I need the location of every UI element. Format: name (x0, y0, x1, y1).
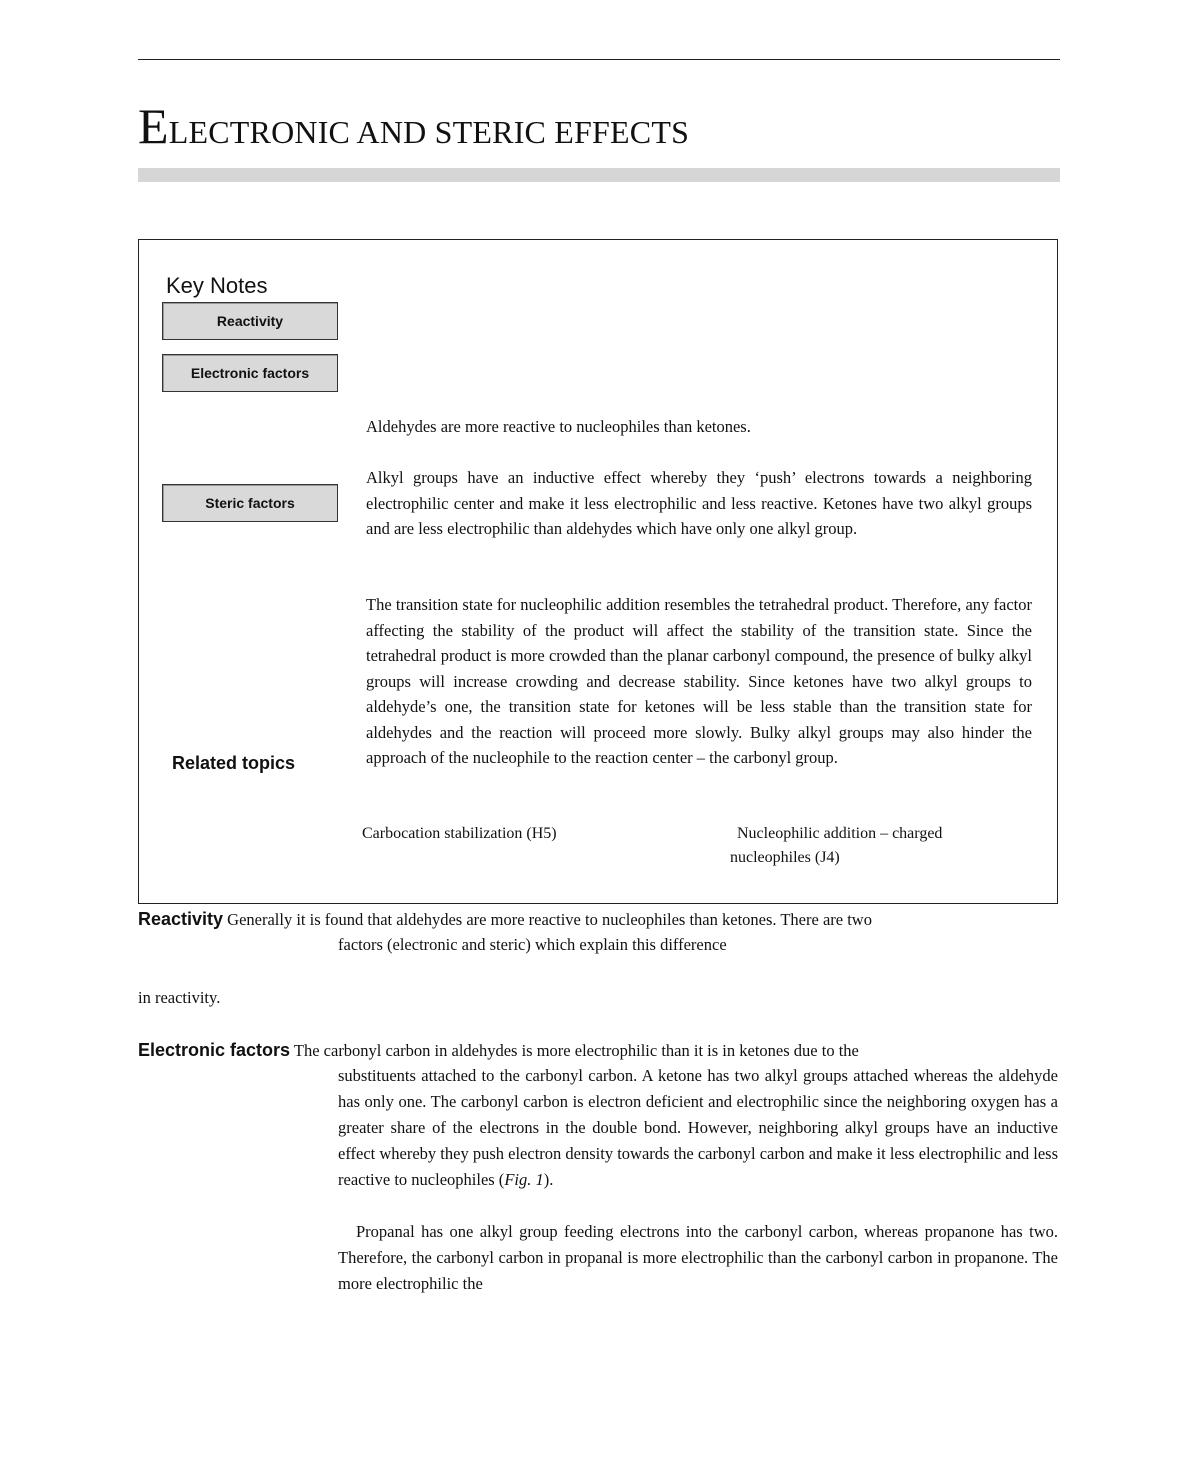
page-title (138, 98, 689, 160)
reactivity-text-line1: Generally it is found that aldehydes are more reactive to nucleophiles than ketones. There are two (227, 910, 872, 929)
electronic-paragraph-2: Propanal has one alkyl group feeding electrons into the carbonyl carbon, whereas propanone has two. Therefore, the carbonyl carbon in propanal is more electrophilic than the carbonyl carbon in propanone. The more electrophilic the (338, 1222, 1058, 1293)
related-topic-j4-line2[interactable]: nucleophiles (J4) (730, 849, 840, 866)
steric-factors-button[interactable]: Steric factors (162, 484, 338, 522)
electronic-para1-end: ). (543, 1170, 554, 1189)
related-topic-j4-line1[interactable]: Nucleophilic addition – charged (737, 825, 943, 842)
reactivity-heading: Reactivity (138, 909, 224, 929)
header-rule (138, 59, 1060, 60)
reactivity-continuation: in reactivity. (138, 988, 221, 1007)
electronic-first-line (138, 1037, 1060, 1064)
electronic-para1-text: substituents attached to the carbonyl carbon. A ketone has two alkyl groups attached whereas the aldehyde has only one. The carbonyl carbon is electron deficient and electrophilic since the neighboring oxygen has a greater share of the electrons in the double bond. However, neighboring alkyl groups have an inductive effect whereby they push electron density towards the carbonyl carbon and make it less electrophilic and less reactive to nucleophiles ( (338, 1066, 1058, 1189)
electronic-text-line1: The carbonyl carbon in aldehydes is more electrophilic than it is in ketones due to the (293, 1041, 859, 1060)
reactivity-button[interactable]: Reactivity (162, 302, 338, 340)
related-topic-h5[interactable]: Carbocation stabilization (H5) (362, 825, 557, 842)
reactivity-text-line2: factors (electronic and steric) which explain this difference (338, 935, 727, 954)
related-topics-heading: Related topics (172, 753, 296, 773)
reactivity-first-line (138, 906, 1060, 933)
key-note-steric: The transition state for nucleophilic addition resembles the tetrahedral product. Therefore, any factor affecting the stability of the product will affect the stability of the transition state. Since the tetrahedral product is more crowded than the planar carbonyl compound, the presence of bulky alkyl groups will increase crowding and decrease stability. Since ketones have two alkyl groups to aldehyde’s one, the transition state for ketones will be less stable than the transition state for aldehydes and the reaction will proceed more slowly. Bulky alkyl groups may also hinder the approach of the nucleophile to the reaction center – the carbonyl group. (366, 595, 1032, 767)
key-note-electronic: Alkyl groups have an inductive effect whereby they ‘push’ electrons towards a neighboring electrophilic center and make it less electrophilic and less reactive. Ketones have two alkyl groups and are less electrophilic than aldehydes which have only one alkyl group. (366, 468, 1032, 538)
electronic-factors-heading: Electronic factors (138, 1040, 291, 1060)
electronic-paragraph-1 (338, 1063, 1058, 1193)
fig-1-reference[interactable]: Fig. 1 (504, 1170, 544, 1189)
key-notes-heading: Key Notes (166, 273, 268, 298)
title-initial: E (138, 98, 169, 154)
title-rest: LECTRONIC AND STERIC EFFECTS (168, 114, 690, 150)
key-note-reactivity: Aldehydes are more reactive to nucleophiles than ketones. (366, 417, 751, 436)
title-underbar (138, 168, 1060, 182)
electronic-factors-button[interactable]: Electronic factors (162, 354, 338, 392)
